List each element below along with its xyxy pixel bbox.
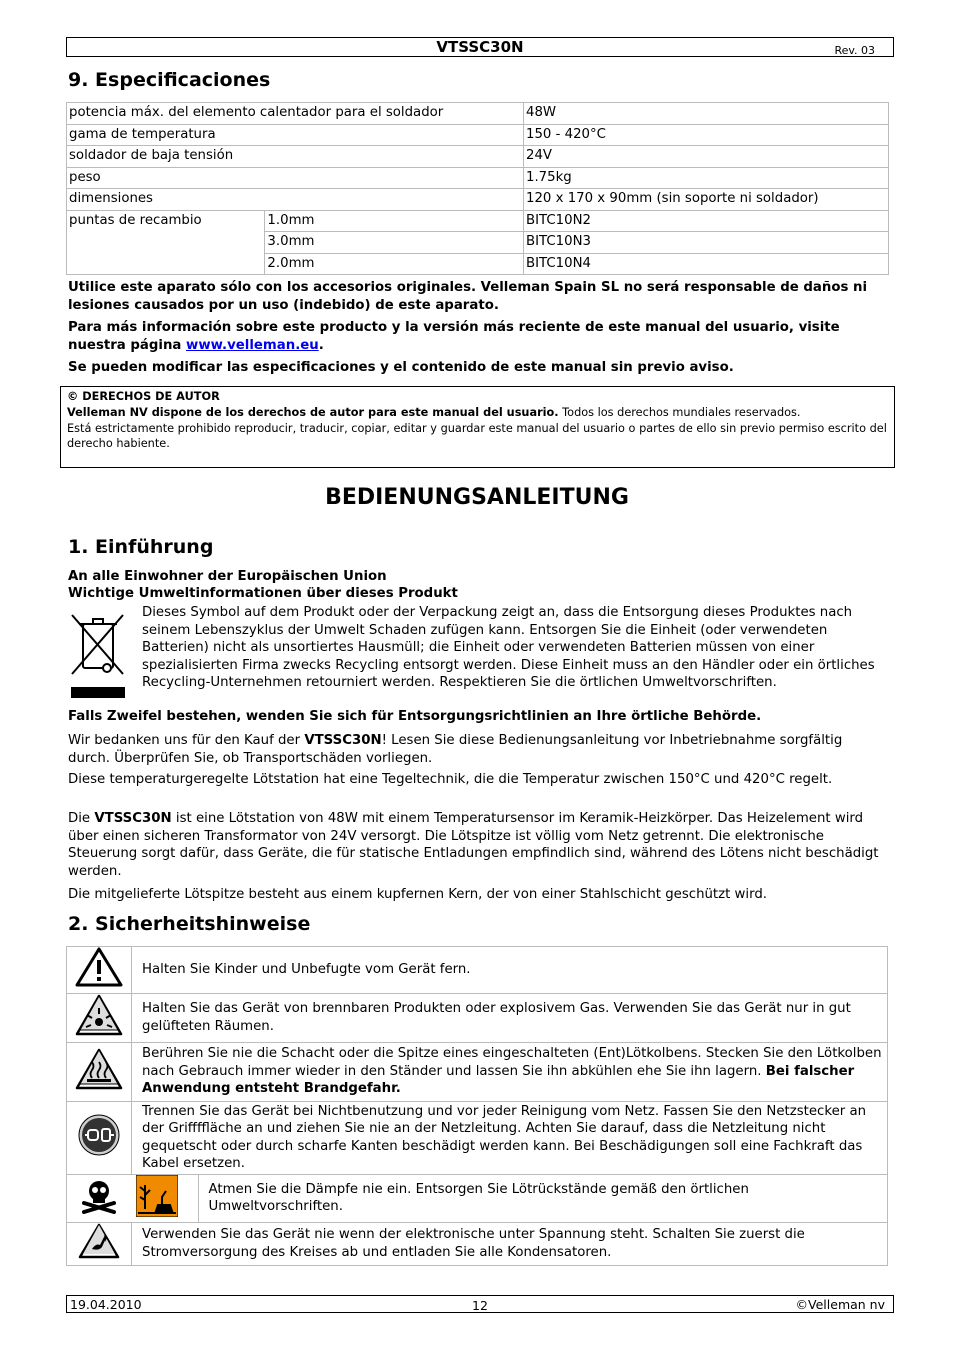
- table-row: [67, 210, 889, 232]
- weee-bin-icon: [69, 610, 127, 702]
- tip-code: BITC10N3: [524, 232, 889, 254]
- spec-value: 1.75kg: [524, 167, 889, 189]
- table-row: [67, 994, 888, 1043]
- spec-label: gama de temperatura: [67, 124, 524, 146]
- manual-title: BEDIENUNGSANLEITUNG: [325, 485, 629, 510]
- safety-heading: 2. Sicherheitshinweise: [68, 913, 311, 935]
- doc-title: VTSSC30N: [436, 38, 524, 56]
- table-row: [67, 103, 889, 125]
- explosive-icon: [67, 994, 132, 1043]
- intro-para-1: [68, 732, 888, 767]
- intro-heading: 1. Einführung: [68, 536, 214, 558]
- table-row: [67, 167, 889, 189]
- safety-text-bold: Bei falscher Anwendung entsteht Brandgefahr.: [142, 1063, 855, 1097]
- authority-note: Falls Zweifel bestehen, wenden Sie sich für Entsorgungsrichtlinien an Ihre örtliche Behörde.: [68, 709, 762, 724]
- environment-hazard-icon: [132, 1174, 199, 1223]
- table-row: [67, 1223, 888, 1266]
- tip-code: BITC10N4: [524, 253, 889, 275]
- p1-post: ! Lesen Sie diese Bedienungsanleitung vor Inbetriebnahme sorgfältig durch. Überprüfen Sie, ob Transportschäden vorliegen.: [68, 733, 843, 766]
- website-link[interactable]: www.velleman.eu: [186, 337, 319, 353]
- spec-label: potencia máx. del elemento calentador para el soldador: [67, 103, 524, 125]
- p1-model: VTSSC30N: [304, 733, 382, 748]
- safety-text: Halten Sie das Gerät von brennbaren Produkten oder explosivem Gas. Verwenden Sie das Gerät nur in gut gelüfteten Räumen.: [132, 994, 888, 1043]
- p3-pre: Die: [68, 811, 95, 826]
- toxic-icon: [67, 1174, 132, 1223]
- table-row: [67, 947, 888, 994]
- safety-text: Trennen Sie das Gerät bei Nichtbenutzung und vor jeder Reinigung vom Netz. Fassen Sie den Netzstecker an der Griffffläche an und ziehen Sie nie an der Netzleitung. Achten Sie darauf, dass die Netzleitung nicht gequetscht oder durch scharfe Kanten beschädigt werden kann. Bei Beschädigungen soll eine Fachkraft das Kabel ersetzen.: [132, 1101, 888, 1174]
- table-row: [67, 189, 889, 211]
- spec-label: puntas de recambio: [67, 210, 265, 275]
- tip-size: 2.0mm: [265, 253, 524, 275]
- spec-table: [66, 102, 889, 275]
- p3-model: VTSSC30N: [94, 811, 172, 826]
- spec-label: dimensiones: [67, 189, 524, 211]
- eu-line2: Wichtige Umweltinformationen über dieses Produkt: [68, 586, 458, 601]
- safety-text-normal: Berühren Sie nie die Schacht oder die Spitze eines eingeschalteten (Ent)Lötkolbens. Stecken Sie den Lötkolben nach Gebrauch immer wieder in den Ständer und lassen Sie ihn abkühlen ehe Sie ihn lagern.: [142, 1046, 882, 1079]
- safety-text: Atmen Sie die Dämpfe nie ein. Entsorgen Sie Lötrückstände gemäß den örtlichen Umweltvorschriften.: [198, 1174, 888, 1223]
- footer-brand: ©Velleman nv: [795, 1297, 885, 1312]
- accessories-note: Utilice este aparato sólo con los accesorios originales. Velleman Spain SL no será responsable de daños ni lesiones causados por un uso (indebido) de este aparato.: [68, 280, 868, 313]
- copyright-bold: Velleman NV dispone de los derechos de autor para este manual del usuario.: [67, 405, 559, 419]
- table-row: [67, 1042, 888, 1101]
- tip-size: 3.0mm: [265, 232, 524, 254]
- tip-size: 1.0mm: [265, 210, 524, 232]
- table-row: [67, 1101, 888, 1174]
- p3-post: ist eine Lötstation von 48W mit einem Temperatursensor im Keramik-Heizkörper. Das Heizelement wird über einen sicheren Transformator von 24V versorgt. Die Lötspitze ist völlig vom Netz getrennt. Die elektronische Steuerung sorgt dafür, dass Geräte, die für statische Entladungen empfindlich sind, während des Lötens nicht beschädigt werden.: [68, 811, 879, 879]
- copyright-line2: Está estrictamente prohibido reproducir, traducir, copiar, editar y guardar este manual del usuario o partes de ello sin previo permiso escrito del derecho habiente.: [67, 421, 887, 451]
- copyright-rest: Todos los derechos mundiales reservados.: [558, 405, 801, 419]
- spec-value: 48W: [524, 103, 889, 125]
- intro-para-2: Diese temperaturgeregelte Lötstation hat eine Tegeltechnik, die die Temperatur zwischen 150°C und 420°C regelt.: [68, 772, 833, 787]
- page-footer: [66, 1295, 894, 1313]
- copyright-title: © DERECHOS DE AUTOR: [67, 390, 220, 403]
- modification-note: Se pueden modificar las especificaciones y el contenido de este manual sin previo aviso.: [68, 360, 734, 375]
- spec-label: soldador de baja tensión: [67, 146, 524, 168]
- copyright-text: [67, 405, 888, 421]
- revision: Rev. 03: [834, 44, 875, 57]
- more-info-end: .: [318, 337, 324, 353]
- table-row: [67, 1174, 888, 1223]
- safety-text: Verwenden Sie das Gerät nie wenn der elektronische unter Spannung steht. Schalten Sie zuerst die Stromversorgung des Kreises ab und entladen Sie alle Kondensatoren.: [132, 1223, 888, 1266]
- p1-pre: Wir bedanken uns für den Kauf der: [68, 733, 305, 748]
- safety-text: [132, 1042, 888, 1101]
- page-header: [66, 37, 894, 57]
- safety-table: [66, 946, 888, 1266]
- copyright-box: [60, 386, 895, 468]
- safety-text: Halten Sie Kinder und Unbefugte vom Gerät fern.: [132, 947, 888, 994]
- tip-code: BITC10N2: [524, 210, 889, 232]
- more-info-note: [68, 319, 888, 354]
- spec-value: 24V: [524, 146, 889, 168]
- spec-heading: 9. Especificaciones: [68, 69, 271, 91]
- more-info-text: Para más información sobre este producto y la versión más reciente de este manual del usuario, visite nuestra página: [68, 320, 840, 353]
- page-number: 12: [472, 1298, 488, 1313]
- table-row: [67, 146, 889, 168]
- intro-para-3: [68, 810, 888, 880]
- unplug-icon: [67, 1101, 132, 1174]
- spec-value: 120 x 170 x 90mm (sin soporte ni soldador): [524, 189, 889, 211]
- eu-line1: An alle Einwohner der Europäischen Union: [68, 569, 387, 584]
- electric-hazard-icon: [67, 1223, 132, 1266]
- spec-label: peso: [67, 167, 524, 189]
- footer-date: 19.04.2010: [70, 1297, 142, 1312]
- intro-para-4: Die mitgelieferte Lötspitze besteht aus einem kupfernen Kern, der von einer Stahlschicht geschützt wird.: [68, 887, 768, 902]
- warning-icon: [67, 947, 132, 994]
- hot-surface-icon: [67, 1042, 132, 1101]
- weee-text: Dieses Symbol auf dem Produkt oder der Verpackung zeigt an, dass die Entsorgung dieses Produktes nach seinem Lebenszyklus der Umwelt Schaden zufügen kann. Entsorgen Sie die Einheit (oder verwendeten Batterien) nicht als unsortiertes Hausmüll; die Einheit oder verwendeten Batterien müssen von einer spezialisierten Firma zwecks Recycling entsorgt werden. Diese Einheit muss an den Händler oder ein örtliches Recycling-Unternehmen retourniert werden. Respektieren Sie die örtlichen Umweltvorschriften.: [142, 605, 875, 690]
- table-row: [67, 124, 889, 146]
- spec-value: 150 - 420°C: [524, 124, 889, 146]
